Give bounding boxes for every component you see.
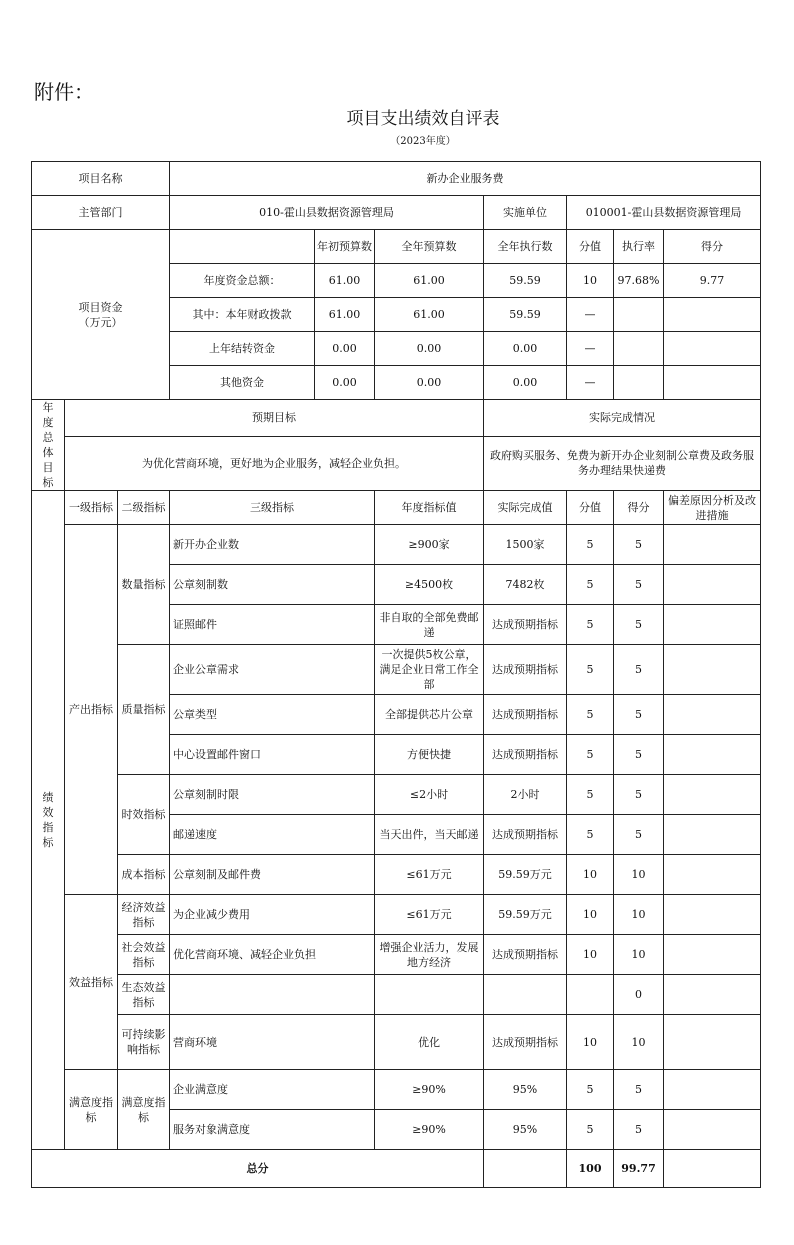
- deviation-note: [664, 975, 761, 1015]
- annual-target: 一次提供5枚公章，满足企业日常工作全部: [375, 645, 484, 695]
- impl-value: 010001-霍山县数据资源管理局: [567, 196, 761, 230]
- level2-indicator: 时效指标: [118, 775, 170, 855]
- actual-value: 59.59万元: [484, 855, 567, 895]
- indicator-row: [32, 1070, 761, 1110]
- score: 0: [614, 975, 664, 1015]
- indicator-row: [32, 895, 761, 935]
- deviation-note: [664, 895, 761, 935]
- funds-initial: 61.00: [315, 264, 375, 298]
- weight: 5: [567, 695, 614, 735]
- deviation-note: [664, 1015, 761, 1070]
- deviation-note: [664, 735, 761, 775]
- annual-target: 增强企业活力，发展地方经济: [375, 935, 484, 975]
- level2-indicator: 社会效益指标: [118, 935, 170, 975]
- self-evaluation-table: [31, 161, 761, 1188]
- deviation-note: [664, 855, 761, 895]
- goals-header-row: [32, 400, 761, 437]
- score: 5: [614, 1070, 664, 1110]
- funds-rate-header: 执行率: [614, 230, 664, 264]
- deviation-note: [664, 815, 761, 855]
- level3-indicator: 中心设置邮件窗口: [170, 735, 375, 775]
- funds-header-blank: [170, 230, 315, 264]
- funds-rate: 97.68%: [614, 264, 664, 298]
- level3-indicator: 公章刻制数: [170, 565, 375, 605]
- funds-score-value: 10: [567, 264, 614, 298]
- score: 5: [614, 775, 664, 815]
- deviation-note: [664, 645, 761, 695]
- funds-executed: 0.00: [484, 366, 567, 400]
- level2-indicator: 成本指标: [118, 855, 170, 895]
- actual-value: 95%: [484, 1070, 567, 1110]
- level3-indicator: 公章刻制及邮件费: [170, 855, 375, 895]
- indicator-level1-header: 一级指标: [65, 491, 118, 525]
- weight: 5: [567, 565, 614, 605]
- project-name-row: [32, 162, 761, 196]
- level3-indicator: 企业公章需求: [170, 645, 375, 695]
- score: 10: [614, 895, 664, 935]
- total-weight: 100: [567, 1150, 614, 1188]
- annual-target: ≥90%: [375, 1070, 484, 1110]
- actual-value: 达成预期指标: [484, 645, 567, 695]
- level3-indicator: 公章类型: [170, 695, 375, 735]
- indicator-row: [32, 525, 761, 565]
- indicators-label-text: 绩效指标: [42, 791, 54, 849]
- indicator-target-header: 年度指标值: [375, 491, 484, 525]
- funds-initial: 61.00: [315, 298, 375, 332]
- funds-annual: 61.00: [375, 298, 484, 332]
- score: 5: [614, 695, 664, 735]
- funds-initial: 0.00: [315, 332, 375, 366]
- annual-target: ≤2小时: [375, 775, 484, 815]
- project-name-label: 项目名称: [32, 162, 170, 196]
- level2-indicator: 满意度指标: [118, 1070, 170, 1150]
- score: 5: [614, 525, 664, 565]
- annual-target: 优化: [375, 1015, 484, 1070]
- page-title: 项目支出绩效自评表: [346, 109, 500, 129]
- annual-target: 当天出件，当天邮递: [375, 815, 484, 855]
- annual-target: ≤61万元: [375, 895, 484, 935]
- expected-goal-header: 预期目标: [65, 400, 484, 437]
- weight: 10: [567, 855, 614, 895]
- weight: 5: [567, 1070, 614, 1110]
- funds-annual: 0.00: [375, 366, 484, 400]
- actual-value: 达成预期指标: [484, 1015, 567, 1070]
- funds-score: 9.77: [664, 264, 761, 298]
- indicator-row: [32, 775, 761, 815]
- department-row: [32, 196, 761, 230]
- annual-target: 全部提供芯片公章: [375, 695, 484, 735]
- indicator-actual-header: 实际完成值: [484, 491, 567, 525]
- indicators-label: [32, 491, 65, 1150]
- funds-score-value: —: [567, 366, 614, 400]
- funds-score-header: 得分: [664, 230, 761, 264]
- funds-rate: [614, 332, 664, 366]
- annual-target: 非自取的全部免费邮递: [375, 605, 484, 645]
- deviation-note: [664, 775, 761, 815]
- indicator-row: [32, 855, 761, 895]
- funds-weight-header: 分值: [567, 230, 614, 264]
- level2-indicator: 质量指标: [118, 645, 170, 775]
- funds-annual: 0.00: [375, 332, 484, 366]
- funds-header-row: [32, 230, 761, 264]
- level1-indicator: 效益指标: [65, 895, 118, 1070]
- level3-indicator: 证照邮件: [170, 605, 375, 645]
- funds-executed-header: 全年执行数: [484, 230, 567, 264]
- actual-value: 2小时: [484, 775, 567, 815]
- weight: 10: [567, 935, 614, 975]
- level3-indicator: 企业满意度: [170, 1070, 375, 1110]
- funds-label: 项目资金 （万元）: [32, 230, 170, 400]
- indicator-row: [32, 1015, 761, 1070]
- indicator-row: [32, 975, 761, 1015]
- indicator-weight-header: 分值: [567, 491, 614, 525]
- actual-value: 达成预期指标: [484, 605, 567, 645]
- deviation-note: [664, 605, 761, 645]
- funds-executed: 59.59: [484, 298, 567, 332]
- score: 5: [614, 735, 664, 775]
- funds-score: [664, 332, 761, 366]
- funds-row-label: 上年结转资金: [170, 332, 315, 366]
- funds-annual: 61.00: [375, 264, 484, 298]
- score: 5: [614, 815, 664, 855]
- actual-completion-text: 政府购买服务、免费为新开办企业刻制公章费及政务服务办理结果快递费: [484, 436, 761, 490]
- level1-indicator: 产出指标: [65, 525, 118, 895]
- level2-indicator: 生态效益指标: [118, 975, 170, 1015]
- goals-label-text: 年度总体目标: [42, 401, 54, 489]
- level3-indicator: 公章刻制时限: [170, 775, 375, 815]
- deviation-note: [664, 1070, 761, 1110]
- indicator-level3-header: 三级指标: [170, 491, 375, 525]
- funds-initial: 0.00: [315, 366, 375, 400]
- indicator-note-header: 偏差原因分析及改进措施: [664, 491, 761, 525]
- annual-target: ≥90%: [375, 1110, 484, 1150]
- level1-indicator: 满意度指标: [65, 1070, 118, 1150]
- page-subtitle: （2023年度）: [390, 136, 456, 147]
- annual-target: ≥4500枚: [375, 565, 484, 605]
- funds-annual-header: 全年预算数: [375, 230, 484, 264]
- level3-indicator: [170, 975, 375, 1015]
- weight: 5: [567, 775, 614, 815]
- funds-score-value: —: [567, 298, 614, 332]
- impl-label: 实施单位: [484, 196, 567, 230]
- total-note: [664, 1150, 761, 1188]
- funds-initial-header: 年初预算数: [315, 230, 375, 264]
- indicator-level2-header: 二级指标: [118, 491, 170, 525]
- level3-indicator: 为企业减少费用: [170, 895, 375, 935]
- project-name-value: 新办企业服务费: [170, 162, 761, 196]
- score: 10: [614, 1015, 664, 1070]
- level3-indicator: 邮递速度: [170, 815, 375, 855]
- actual-value: [484, 975, 567, 1015]
- total-score: 99.77: [614, 1150, 664, 1188]
- dept-label: 主管部门: [32, 196, 170, 230]
- actual-value: 59.59万元: [484, 895, 567, 935]
- level3-indicator: 营商环境: [170, 1015, 375, 1070]
- weight: 5: [567, 815, 614, 855]
- funds-executed: 59.59: [484, 264, 567, 298]
- score: 5: [614, 645, 664, 695]
- funds-row-label: 其中：本年财政拨款: [170, 298, 315, 332]
- actual-value: 达成预期指标: [484, 815, 567, 855]
- funds-score: [664, 366, 761, 400]
- level3-indicator: 服务对象满意度: [170, 1110, 375, 1150]
- score: 5: [614, 605, 664, 645]
- total-actual: [484, 1150, 567, 1188]
- weight: 5: [567, 525, 614, 565]
- funds-executed: 0.00: [484, 332, 567, 366]
- attachment-label: 附件：: [34, 80, 94, 104]
- actual-value: 达成预期指标: [484, 695, 567, 735]
- actual-value: 95%: [484, 1110, 567, 1150]
- level3-indicator: 新开办企业数: [170, 525, 375, 565]
- funds-row-label: 其他资金: [170, 366, 315, 400]
- actual-value: 1500家: [484, 525, 567, 565]
- weight: 5: [567, 1110, 614, 1150]
- actual-value: 7482枚: [484, 565, 567, 605]
- funds-rate: [614, 298, 664, 332]
- deviation-note: [664, 565, 761, 605]
- weight: 5: [567, 605, 614, 645]
- score: 5: [614, 565, 664, 605]
- total-row: [32, 1150, 761, 1188]
- indicator-row: [32, 935, 761, 975]
- indicator-row: [32, 645, 761, 695]
- actual-value: 达成预期指标: [484, 935, 567, 975]
- annual-target: ≤61万元: [375, 855, 484, 895]
- indicators-header-row: [32, 491, 761, 525]
- indicator-score-header: 得分: [614, 491, 664, 525]
- deviation-note: [664, 935, 761, 975]
- weight: 10: [567, 1015, 614, 1070]
- dept-value: 010-霍山县数据资源管理局: [170, 196, 484, 230]
- funds-score: [664, 298, 761, 332]
- annual-target: [375, 975, 484, 1015]
- weight: 10: [567, 895, 614, 935]
- expected-goal-text: 为优化营商环境，更好地为企业服务，减轻企业负担。: [65, 436, 484, 490]
- level3-indicator: 优化营商环境、减轻企业负担: [170, 935, 375, 975]
- deviation-note: [664, 695, 761, 735]
- funds-rate: [614, 366, 664, 400]
- level2-indicator: 数量指标: [118, 525, 170, 645]
- funds-row-label: 年度资金总额：: [170, 264, 315, 298]
- weight: 5: [567, 735, 614, 775]
- goals-content-row: [32, 436, 761, 490]
- deviation-note: [664, 525, 761, 565]
- annual-target: 方便快捷: [375, 735, 484, 775]
- total-label: 总分: [32, 1150, 484, 1188]
- score: 10: [614, 855, 664, 895]
- actual-value: 达成预期指标: [484, 735, 567, 775]
- weight: 5: [567, 645, 614, 695]
- actual-completion-header: 实际完成情况: [484, 400, 761, 437]
- level2-indicator: 经济效益指标: [118, 895, 170, 935]
- funds-score-value: —: [567, 332, 614, 366]
- score: 5: [614, 1110, 664, 1150]
- deviation-note: [664, 1110, 761, 1150]
- score: 10: [614, 935, 664, 975]
- level2-indicator: 可持续影响指标: [118, 1015, 170, 1070]
- goals-label: [32, 400, 65, 491]
- annual-target: ≥900家: [375, 525, 484, 565]
- weight: [567, 975, 614, 1015]
